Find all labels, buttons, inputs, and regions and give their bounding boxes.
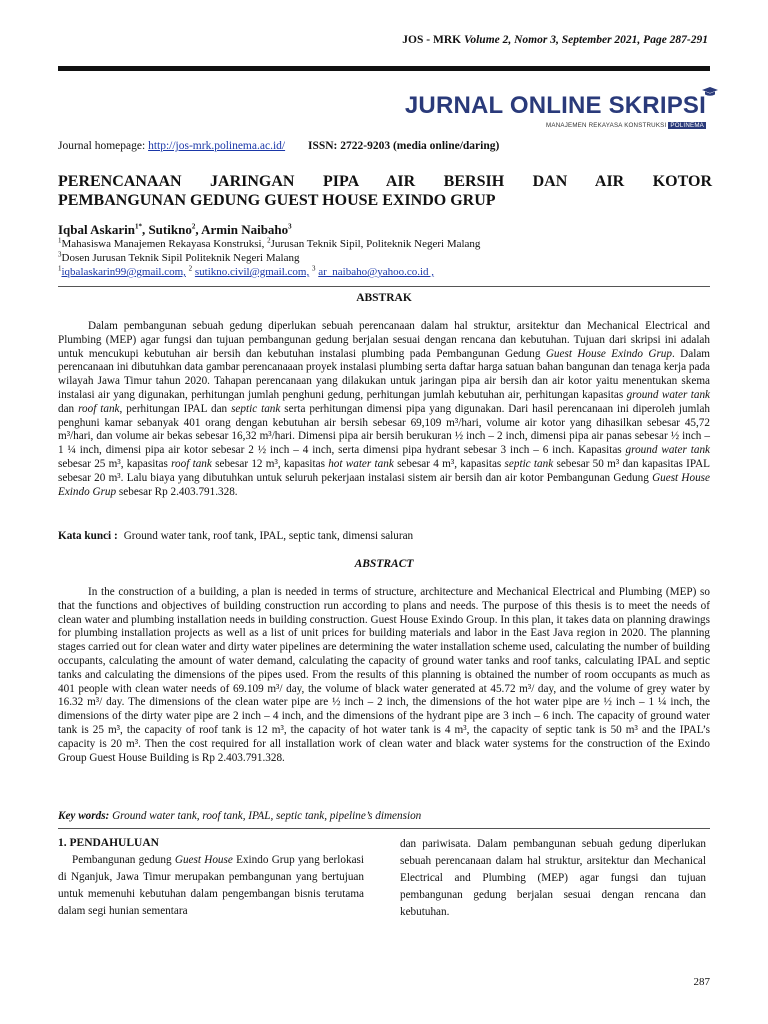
abstrak-ital-1: Guest House Exindo Grup [545,347,672,360]
journal-homepage-line [58,140,499,152]
abstract-body: In the construction of a building, a plan is needed in terms of structure, architecture and Mechanical Electrical and Plumbing (MEP) so that the functions and objectives of building construction run according to plans and needs. The purpose of this thesis is to meet the needs of clean water and plumbing installation needs in building construction. Guest House Exindo Group. In this plan, it takes data on planning drawings for plumbing installation projects as well as a list of unit prices for building materials and labor in the East Java region in 2020. The planning stages carried out for clean water and dirty water pipelines are determining the water installation scheme used, calculating the number of building occupants, calculating the amount of water demand, calculating the capacity of ground water tanks and roof tanks, calculating IPAL and septic tanks and calculating the dimensions of the pipes used. From the results of this planning is obtained the number of room occupants as much as 401 people with clean water needs of 69.109 m³/ day, the volume of black water generated at 45.72 m³/ day, and the volume of grey water by 16.32 m³/ day. The dimensions of the clean water pipe are ½ inch – 2 inch, the dimensions of the hot water pipe are ½ inch – 1 ¼ inch, the dimensions of the dirty water pipe are 2 inch – 4 inch, and the dimensions of the hydrant pipe are 3 inch – 6 inch. The capacity of ground water tank is 25 m³, the capacity of roof tank is 12 m³, the capacity of hot water tank is 4 m³, the capacity of septic tank is 50 m³ and the IPAL’s capacity is 20 m³. Then the cost required for all installation work of clean water and black water systems for the construction of the Exindo Group Guest House Building is Rp 2.403.791.328. [58,586,710,764]
abstrak-body [58,320,710,499]
paper-title [58,172,712,210]
affil-text-1a: Mahasiswa Manajemen Rekayasa Konstruksi, [61,238,268,250]
author-3-sup: 3 [288,222,292,231]
email-link-1[interactable]: iqbalaskarin99@gmail.com, [61,266,186,278]
homepage-label: Journal homepage: [58,140,146,152]
logo-badge: POLINEMA [670,122,704,129]
author-emails [58,266,434,279]
key-words-value: Ground water tank, roof tank, IPAL, septic tank, pipeline’s dimension [112,810,422,822]
abstrak-seg-5: serta perhitungan dimensi pipa yang digunakan. Dari hasil perencanaan ini diperoleh jumlah penghuni kamar sebanyak 401 orang dengan kebutuhan air bersih sebesar 69,109 m³/hari, volume air kotor yang dihasilkan sebesar 45,72 m³/hari, dan volume air bekas sebesar 16,32 m³/hari. Dimensi pipa air bersih berukuran ½ inch – 2 inch, dimensi pipa air panas sebesar ½ inch – 1 ¼ inch, dimensi pipa air kotor sebesar 2 ½ inch – 4 inch, serta dimensi pipa hydrant sebesar 3 inch – 6 inch. Kapasitas [58,402,711,457]
author-1-sup: 1* [134,222,142,231]
affil-sup-3: 3 [58,250,62,259]
author-1: Iqbal Askarin [58,222,135,237]
key-words-label: Key words: [58,810,110,822]
email-sup-3: 3 [311,264,316,273]
abstrak-ital-7: hot water tank [328,457,394,470]
author-3: Armin Naibaho [201,222,289,237]
author-2: Sutikno [148,222,192,237]
email-link-2[interactable]: sutikno.civil@gmail.com, [194,266,310,278]
author-2-sup: 2 [191,222,196,231]
divider-top [58,286,710,287]
affil-sup-2: 2 [267,236,271,245]
intro-heading: 1. PENDAHULUAN [58,837,159,849]
affil-text-2: Dosen Jurusan Teknik Sipil Politeknik Negeri Malang [61,252,300,264]
intro-left-column [58,836,364,920]
logo-subtitle [546,122,706,129]
email-link-3[interactable]: ar_naibaho@yahoo.co.id , [318,266,435,278]
intro-seg-a: Pembangunan gedung [72,854,175,866]
homepage-link[interactable]: http://jos-mrk.polinema.ac.id/ [148,140,286,152]
abstrak-seg-7: sebesar 12 m³, kapasitas [211,457,329,470]
abstract-heading: ABSTRACT [354,558,414,570]
author-list: Iqbal Askarin$^{1*}$, Sutikno$^2$, Armin Naibaho$^3$ [58,222,292,237]
abstrak-ital-9: Guest House Exindo Grup [58,471,710,498]
header-rule [58,66,710,71]
key-words [58,810,421,822]
abstrak-ital-8: septic tank [504,457,554,470]
divider-bottom [58,828,710,829]
abstrak-ital-6: roof tank [171,457,212,470]
journal-abbrev: JOS - MRK [402,34,462,46]
email-sup-1: 1 [58,264,62,273]
abstrak-seg-9: sebesar 50 m³ dan kapasitas IPAL sebesar 20 m³. Lalu biaya yang dibutuhkan untuk seluruh pekerjaan instalasi sistem air bersih dan air kotor Pembangunan Gedung [58,457,710,484]
issn: ISSN: 2722-9203 (media online/daring) [307,140,500,152]
running-header [60,34,708,46]
abstrak-ital-4: septic tank [231,402,281,415]
kata-kunci [58,530,413,542]
abstrak-seg-8: sebesar 4 m³, kapasitas [393,457,505,470]
abstrak-ital-3: roof tank [78,402,120,415]
intro-seg-b: Exindo Grup yang berlokasi di Nganjuk, Jawa Timur merupakan pembangunan yang bertujuan untuk memenuhi kebutuhan dalam pengembangan bisnis terutama dalam segi hunian sementara [58,854,364,917]
abstrak-seg-6: sebesar 25 m³, kapasitas [58,457,172,470]
affil-text-1b: Jurusan Teknik Sipil, Politeknik Negeri Malang [270,238,481,250]
abstrak-heading: ABSTRAK [356,292,412,304]
abstrak-seg-10: sebesar Rp 2.403.791.328. [116,485,238,498]
abstrak-seg-1: Dalam pembangunan sebuah gedung diperlukan sebuah perencanaan dalam hal struktur, arsitektur dan Mechanical Electrical and Plumbing (MEP) agar fungsi dan tujuan pembangunan gedung berjalan sesuai dengan rencana dan kebutuhan. Tujuan dari skripsi ini adalah untuk mencukupi kebutuhan air bersih dan kebutuhan instalasi plumbing pada Pembangunan Gedung [58,320,710,360]
journal-logo [404,92,706,136]
abstrak-seg-3: dan [58,402,79,415]
kata-kunci-label: Kata kunci : [58,530,118,542]
title-line-1: PERENCANAAN JARINGAN PIPA AIR BERSIH DAN AIR KOTOR [58,173,712,190]
intro-right-text: dan pariwisata. Dalam pembangunan sebuah gedung diperlukan sebuah perencanaan dalam hal struktur, arsitektur dan Mechanical Electrical and Plumbing (MEP) agar fungsi dan tujuan pembangunan gedung berjalan sesuai dengan rencana dan kebutuhan. [400,838,706,918]
kata-kunci-value: Ground water tank, roof tank, IPAL, septic tank, dimensi saluran [123,530,414,542]
affiliation-1 [58,238,480,251]
intro-left-text [58,852,364,920]
affil-sup-1: 1 [58,236,62,245]
abstrak-ital-5: ground water tank [625,444,710,457]
abstrak-ital-2: ground water tank [626,388,710,401]
abstrak-seg-2: . Dalam perencanaan ini dibutuhkan data gambar perencanaaan proyek instalasi plumbing serta daftar harga satuan bahan bangunan dan tenaga kerja pada wilayah Jawa Timur tahun 2020. Tahapan perencanaan yang dilakukan untuk jaringan pipa air bersih dan air kotor yaitu menentukan skema instalasi air yang digunakan, perhitungan jumlah penghuni gedung, perhitungan jumlah kebutuhan air, perhitungan kapasitas [58,347,711,401]
affiliation-2 [58,252,299,265]
intro-ital: Guest House [174,854,233,866]
title-line-2: PEMBANGUNAN GEDUNG GUEST HOUSE EXINDO GRUP [58,192,496,209]
intro-right-column [400,836,706,921]
volume-info: Volume 2, Nomor 3, September 2021, Page 287-291 [463,34,708,46]
logo-title: JURNAL ONLINE SKRIPSI [404,92,706,119]
abstrak-seg-4: , perhitungan IPAL dan [119,402,232,415]
logo-subtitle-text: MANAJEMEN REKAYASA KONSTRUKSI [546,122,667,129]
page-number: 287 [693,976,710,988]
email-sup-2: 2 [188,264,193,273]
